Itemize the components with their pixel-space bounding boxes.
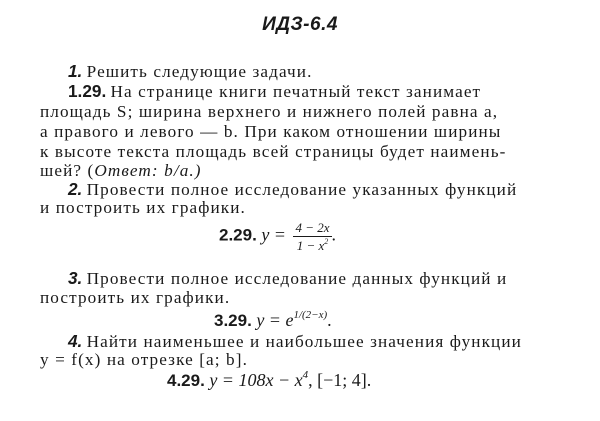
formula-2-29-denominator-exp: 2 (324, 237, 329, 246)
task3-text-1: Провести полное исследование данных функций и (86, 269, 508, 288)
formula-4-29-interval: , [−1; 4]. (308, 370, 372, 390)
task2-line-1 (68, 179, 517, 200)
formula-4-29-exponent: 4 (302, 369, 309, 381)
task1-number: 1. (68, 61, 83, 81)
formula-3-29-lhs: y = e (256, 310, 294, 330)
formula-4-29 (167, 370, 371, 391)
formula-3-29-end: . (327, 310, 332, 330)
task4-line-1 (68, 331, 522, 352)
problem-1-29-text-3: а правого и левого — b. При каком отношении ширины (40, 122, 502, 141)
problem-1-29-text-2: площадь S; ширина верхнего и нижнего полей равна a, (40, 102, 499, 121)
formula-2-29 (219, 220, 336, 253)
answer-label: Ответ (94, 161, 152, 180)
formula-2-29-denominator (293, 237, 331, 253)
formula-4-29-number: 4.29. (167, 371, 205, 390)
problem-1-29-text-1: На странице книги печатный текст занимает (110, 82, 482, 101)
task3-line-1 (68, 268, 507, 289)
formula-4-29-main: y = 108x − x (209, 370, 303, 390)
task1-heading: Решить следующие задачи. (86, 62, 313, 81)
task3-text-2: построить их графики. (40, 288, 231, 307)
problem-1-29-last-prefix: шей? ( (40, 161, 95, 180)
answer-value: : b/a.) (151, 161, 202, 180)
task4-text-1: Найти наименьшее и наибольшее значения функции (86, 332, 522, 351)
task1-heading-line (68, 61, 312, 82)
task4-number: 4. (68, 331, 83, 351)
formula-2-29-number: 2.29. (219, 225, 257, 245)
problem-1-29-number: 1.29. (68, 81, 107, 101)
task3-number: 3. (68, 268, 83, 288)
task4-text-2: y = f(x) на отрезке [a; b]. (40, 350, 248, 369)
formula-2-29-lhs: y = (261, 224, 286, 245)
formula-3-29 (214, 310, 332, 331)
formula-3-29-number: 3.29. (214, 311, 252, 330)
formula-2-29-fraction (293, 220, 331, 253)
task2-text-2: и построить их графики. (40, 198, 246, 217)
formula-2-29-end: . (331, 224, 336, 245)
formula-2-29-denominator-base: 1 − x (296, 238, 325, 253)
problem-1-29-text-5 (40, 161, 202, 181)
formula-3-29-exponent: 1/(2−x) (293, 309, 328, 321)
task2-text-1: Провести полное исследование указанных функций (86, 180, 518, 199)
page-title: ИДЗ-6.4 (262, 14, 338, 35)
formula-2-29-numerator: 4 − 2x (295, 220, 330, 235)
task2-number: 2. (68, 179, 83, 199)
problem-1-29-text-4: к высоте текста площадь всей страницы будет наимень- (40, 142, 507, 161)
problem-1-29-line-1 (68, 81, 481, 102)
